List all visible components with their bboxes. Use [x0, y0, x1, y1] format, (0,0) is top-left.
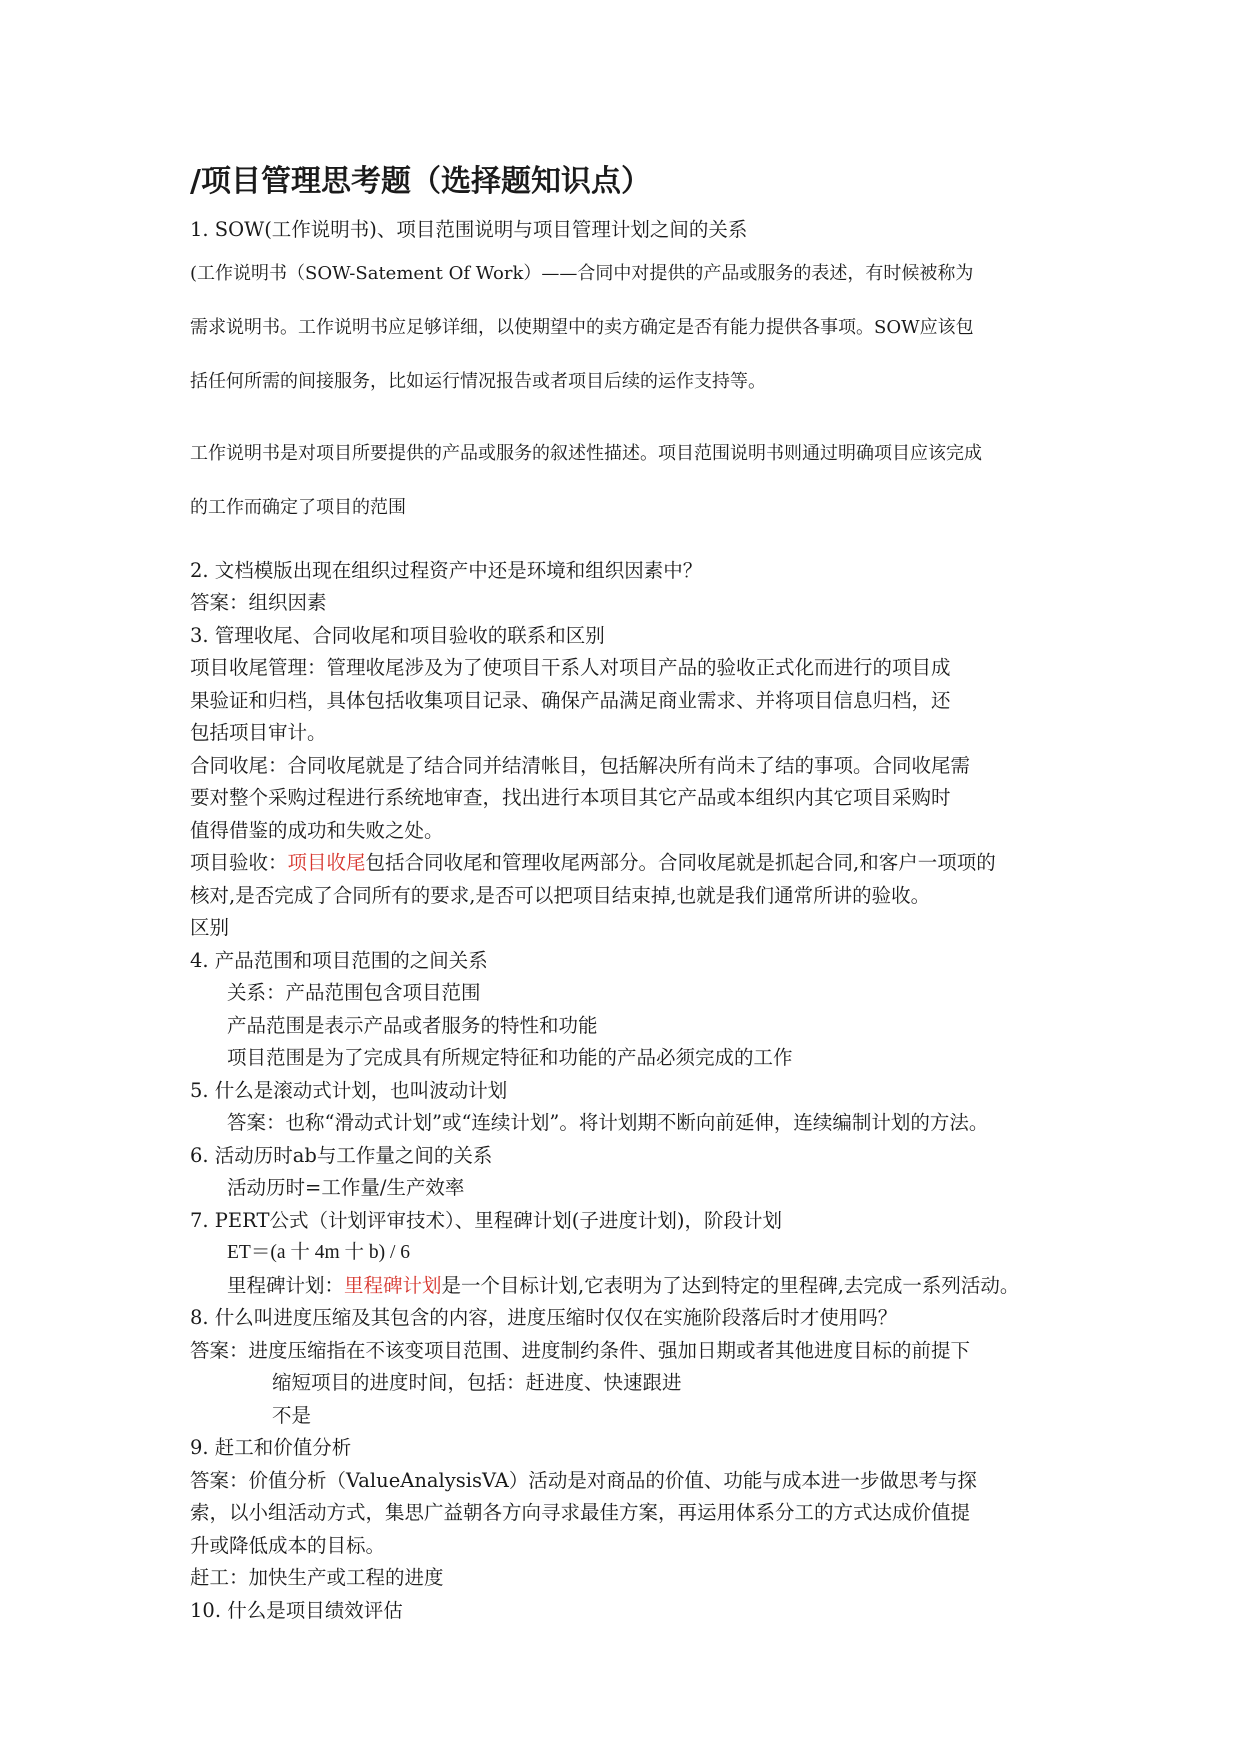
document-body	[190, 160, 1060, 1627]
q3-contract-line-2: 要对整个采购过程进行系统地审查，找出进行本项目其它产品或本组织内其它项目采购时	[190, 786, 951, 809]
q7-milestone-label: 里程碑计划：	[227, 1273, 345, 1297]
q1-para2-line-2: 的工作而确定了项目的范围	[190, 496, 406, 518]
q7-milestone-text: 是一个目标计划,它表明为了达到特定的里程碑,去完成一系列活动。	[441, 1273, 1020, 1297]
q5-answer: 答案：也称“滑动式计划”或“连续计划”。将计划期不断向前延伸，连续编制计划的方法。	[227, 1111, 989, 1134]
q3-acceptance-highlight: 项目收尾	[287, 851, 366, 874]
q9-crash: 赶工：加快生产或工程的进度	[190, 1566, 444, 1589]
q3-acceptance-line-2: 核对,是否完成了合同所有的要求,是否可以把项目结束掉,也就是我们通常所讲的验收。	[190, 883, 931, 907]
q3-admin-line-2: 果验证和归档，具体包括收集项目记录、确保产品满足商业需求、并将项目信息归档，还	[190, 688, 951, 712]
q7-heading: 7. PERT公式（计划评审技术）、里程碑计划(子进度计划)，阶段计划	[190, 1208, 782, 1232]
q10-heading: 10. 什么是项目绩效评估	[190, 1598, 403, 1622]
q3-acceptance-line-1	[190, 847, 1060, 880]
q4-heading: 4. 产品范围和项目范围的之间关系	[190, 948, 488, 972]
q9-heading: 9. 赶工和价值分析	[190, 1436, 352, 1459]
q8-heading: 8. 什么叫进度压缩及其包含的内容，进度压缩时仅仅在实施阶段落后时才使用吗？	[190, 1306, 898, 1329]
q7-milestone-line	[190, 1270, 1060, 1303]
q4-line-3: 项目范围是为了完成具有所规定特征和功能的产品必须完成的工作	[227, 1046, 793, 1069]
q3-contract-line-1: 合同收尾：合同收尾就是了结合同并结清帐目，包括解决所有尚未了结的事项。合同收尾需	[190, 753, 971, 777]
q1-para1-line-2: 需求说明书。工作说明书应足够详细，以使期望中的卖方确定是否有能力提供各事项。SOW应该包	[190, 316, 974, 338]
q8-answer-line-3: 不是	[272, 1403, 312, 1427]
q4-line-2: 产品范围是表示产品或者服务的特性和功能	[227, 1013, 598, 1037]
q3-difference: 区别	[190, 916, 230, 939]
q3-heading: 3. 管理收尾、合同收尾和项目验收的联系和区别	[190, 623, 605, 647]
q3-acceptance-text: 包括合同收尾和管理收尾两部分。合同收尾就是抓起合同,和客户一项项的	[365, 851, 996, 874]
q3-contract-line-3: 值得借鉴的成功和失败之处。	[190, 818, 444, 842]
q5-heading: 5. 什么是滚动式计划，也叫波动计划	[190, 1078, 508, 1102]
q6-answer: 活动历时=工作量/生产效率	[227, 1176, 465, 1199]
q1-para2-line-1: 工作说明书是对项目所要提供的产品或服务的叙述性描述。项目范围说明书则通过明确项目应该完成	[190, 442, 982, 464]
q1-para1-line-3: 括任何所需的间接服务，比如运行情况报告或者项目后续的运作支持等。	[190, 370, 766, 392]
q6-heading: 6. 活动历时ab与工作量之间的关系	[190, 1143, 493, 1167]
q7-formula: ET＝(a 十 4m 十 b) / 6	[227, 1242, 411, 1263]
q8-answer-line-1: 答案：进度压缩指在不该变项目范围、进度制约条件、强加日期或者其他进度目标的前提下	[190, 1338, 971, 1362]
q3-admin-line-3: 包括项目审计。	[190, 721, 327, 744]
q1-para1-line-1: (工作说明书（SOW-Satement Of Work）——合同中对提供的产品或服务的表述，有时候被称为	[190, 262, 974, 284]
spacer	[190, 535, 1060, 555]
q9-value-line-1: 答案：价值分析（ValueAnalysisVA）活动是对商品的价值、功能与成本进一步做思考与探	[190, 1468, 977, 1492]
spacer	[190, 409, 1060, 427]
q8-answer-line-2: 缩短项目的进度时间，包括：赶进度、快速跟进	[272, 1371, 682, 1394]
q1-heading: 1. SOW(工作说明书)、项目范围说明与项目管理计划之间的关系	[190, 218, 748, 241]
q3-admin-line-1: 项目收尾管理：管理收尾涉及为了使项目干系人对项目产品的验收正式化而进行的项目成	[190, 656, 951, 679]
q9-value-line-3: 升或降低成本的目标。	[190, 1533, 386, 1557]
q7-milestone-highlight: 里程碑计划	[344, 1273, 442, 1297]
document-title: /项目管理思考题（选择题知识点）	[190, 164, 651, 199]
q9-value-line-2: 索，以小组活动方式，集思广益朝各方向寻求最佳方案，再运用体系分工的方式达成价值提	[190, 1501, 971, 1524]
q2-answer: 答案：组织因素	[190, 591, 327, 614]
q4-line-1: 关系：产品范围包含项目范围	[227, 981, 481, 1004]
q3-acceptance-label: 项目验收：	[190, 851, 288, 874]
q2-heading: 2. 文档模版出现在组织过程资产中还是环境和组织因素中？	[190, 558, 703, 582]
